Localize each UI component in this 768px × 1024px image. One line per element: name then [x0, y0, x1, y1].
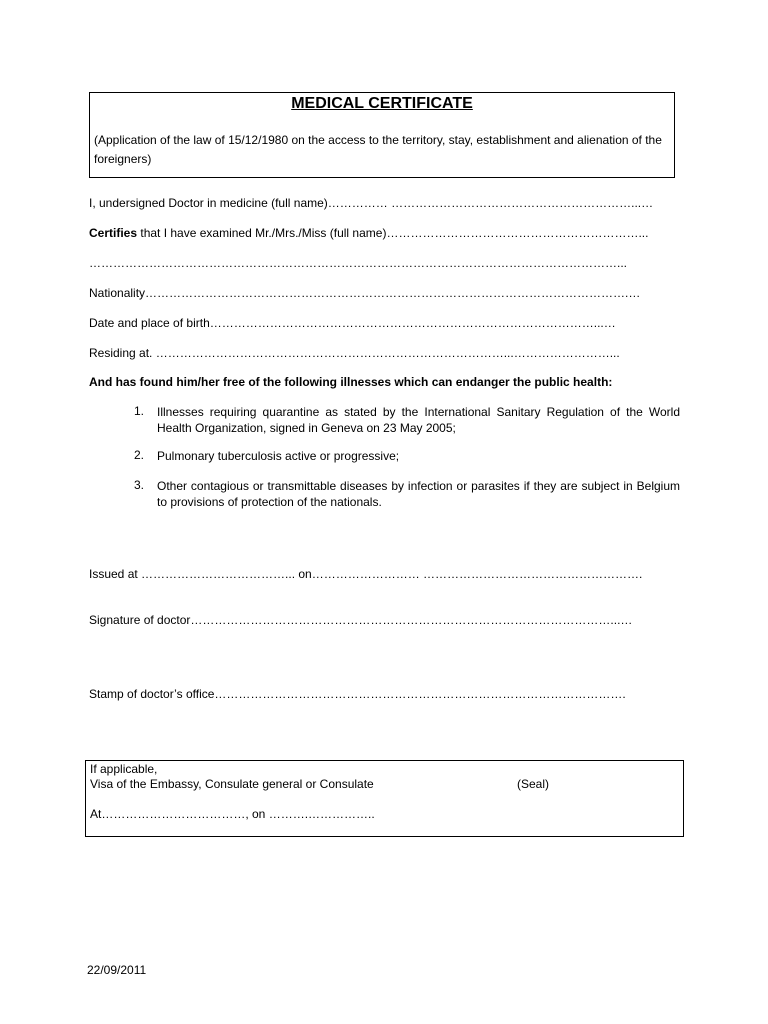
- item-text: Pulmonary tuberculosis active or progressive;: [157, 449, 400, 463]
- stamp-field: Stamp of doctor’s office………………………………………………………………………………………….: [89, 687, 626, 701]
- examined-name-field: that I have examined Mr./Mrs./Miss (full name)………………………………………………………...: [137, 226, 649, 240]
- issued-at-field: Issued at ………………………………... on……………………… ……………………………………………….: [89, 567, 643, 581]
- visa-embassy: Visa of the Embassy, Consulate general or Consulate: [90, 777, 374, 791]
- seal-label: (Seal): [517, 777, 550, 791]
- item-number: 2.: [134, 448, 145, 462]
- health-statement: And has found him/her free of the following illnesses which can endanger the public health:: [89, 375, 613, 389]
- item-text: Illnesses requiring quarantine as stated by the International Sanitary Regulation of the World Health Organization, signed in Geneva on 23 May 2005;: [157, 405, 680, 435]
- nationality-field: Nationality………………………………………………………………………………………………………….…: [89, 286, 641, 300]
- visa-box: [85, 760, 684, 837]
- page-title: MEDICAL CERTIFICATE: [291, 95, 473, 112]
- residing-field: Residing at. ……………………………………………………………………………...……………………...: [89, 346, 620, 360]
- item-number: 3.: [134, 478, 145, 492]
- name-continuation-field: ……………………………………………………………………………………………………………………...: [89, 256, 628, 270]
- item-number: 1.: [134, 404, 145, 418]
- law-subtitle: (Application of the law of 15/12/1980 on the access to the territory, stay, establishment and alienation of the foreigners): [94, 133, 662, 166]
- doctor-name-field: I, undersigned Doctor in medicine (full name)…………… ……………………………………………………...…: [89, 196, 654, 210]
- certifies-label: Certifies: [89, 226, 138, 240]
- visa-at-field: At………………………………, on ……….……………..: [90, 807, 375, 821]
- certifies-field: [89, 226, 648, 240]
- birth-field: Date and place of birth……………………………………………………………………………………...…: [89, 316, 616, 330]
- footer-date: 22/09/2011: [87, 963, 147, 977]
- item-text: Other contagious or transmittable diseases by infection or parasites if they are subject in Belgium to provisions of protection of the nationals.: [157, 479, 680, 509]
- signature-field: Signature of doctor……………………………………………………………………………………………...…: [89, 613, 633, 627]
- visa-applicable: If applicable,: [90, 762, 158, 776]
- title-box: [89, 92, 675, 178]
